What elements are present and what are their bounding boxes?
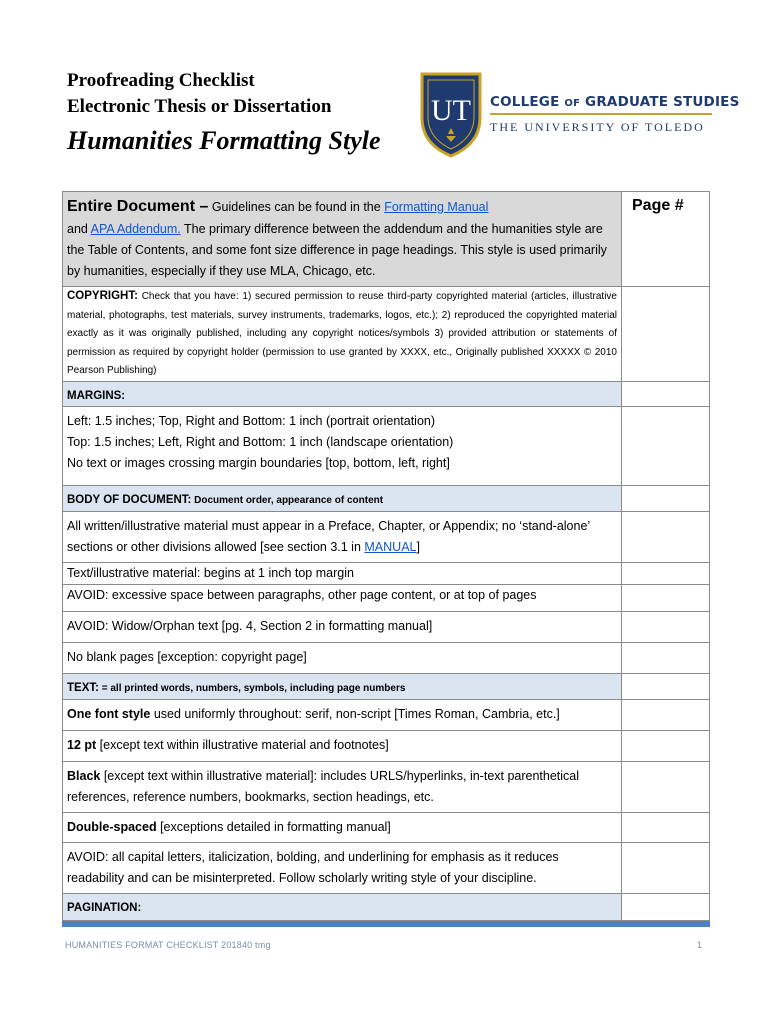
body-item1-text: All written/illustrative material must appear in a Preface, Chapter, or Appendix; no ‘stand-alone’ sections or other divisions allowed [see section 3.1 in <box>67 518 590 554</box>
pagination-heading-row <box>63 893 710 920</box>
pagination-heading: PAGINATION: <box>67 901 142 914</box>
body-item5-row <box>63 642 710 673</box>
entire-document-row <box>63 192 710 287</box>
body-subheading: Document order, appearance of content <box>191 494 384 506</box>
page-number-header: Page # <box>632 197 684 214</box>
body-item1-page-cell[interactable] <box>622 511 710 562</box>
text-item2-page-cell[interactable] <box>622 730 710 761</box>
college-of: OF <box>564 98 581 109</box>
text-item2-cell <box>63 730 622 761</box>
body-heading-page-cell <box>622 485 710 511</box>
text-item4-rest: [exceptions detailed in formatting manual] <box>156 819 391 834</box>
margins-item-boundaries: No text or images crossing margin boundaries [top, bottom, left, right] <box>67 455 450 470</box>
entire-document-intro: Guidelines can be found in the <box>208 200 385 214</box>
formatting-manual-link[interactable]: Formatting Manual <box>384 200 489 214</box>
text-item5-cell: AVOID: all capital letters, italicization, bolding, and underlining for emphasis as it reduces readability and can be misinterpreted. Follow scholarly writing style of your discipline. <box>63 842 622 893</box>
body-heading-row <box>63 485 710 511</box>
margins-heading: MARGINS: <box>67 389 126 402</box>
text-item3-page-cell[interactable] <box>622 761 710 812</box>
copyright-text: Check that you have: 1) secured permission to reuse third-party copyrighted material (articles, illustrative material, photographs, test materials, survey instruments, trademarks, logos, etc.); 2) reproduced the copyrighted material exactly as it was originally published, including any copyright notices/symbols 3) provided attribution or statements of permission as required by copyright holder (permission to use granted by XXXX, etc., Originally published XXXXX © 2010 Pearson Publishing) <box>67 291 617 376</box>
copyright-row <box>63 287 710 382</box>
body-item1-end: ] <box>416 539 420 554</box>
college-pre: COLLEGE <box>490 94 565 110</box>
text-heading <box>67 674 617 699</box>
text-item1-cell <box>63 699 622 730</box>
body-item3-cell: AVOID: excessive space between paragraphs, other page content, or at top of pages <box>63 584 622 611</box>
body-item2-cell: Text/illustrative material: begins at 1 inch top margin <box>63 562 622 584</box>
title-line-2: Electronic Thesis or Dissertation <box>67 96 332 117</box>
body-heading <box>67 486 617 511</box>
body-item2-page-cell[interactable] <box>622 562 710 584</box>
text-item4-row <box>63 812 710 842</box>
entire-document-rest: The primary difference between the addendum and the humanities style are the Table of Contents, and some font size difference in page headings. This style is used primarily by humanities, especially if they use MLA, Chicago, etc. <box>67 222 607 278</box>
pagination-heading-cell <box>63 893 622 920</box>
logo-divider <box>490 113 712 115</box>
entire-document-text <box>67 219 617 282</box>
body-heading-cell <box>63 485 622 511</box>
manual-link[interactable]: MANUAL <box>364 539 417 554</box>
margins-heading-cell <box>63 381 622 406</box>
margins-items-row <box>63 406 710 485</box>
body-item1-row <box>63 511 710 562</box>
text-item2-bold: 12 pt <box>67 737 97 752</box>
margins-item-top: Top: 1.5 inches; Left, Right and Bottom: 1 inch (landscape orientation) <box>67 434 454 449</box>
margins-heading-page-cell <box>622 381 710 406</box>
margins-page-cell[interactable] <box>622 406 710 485</box>
footer-page-number: 1 <box>697 940 703 950</box>
body-item5-page-cell[interactable] <box>622 642 710 673</box>
checklist-table <box>62 191 710 921</box>
text-heading-label: TEXT: <box>67 681 99 694</box>
text-heading-cell <box>63 673 622 699</box>
document-title-block <box>67 68 417 158</box>
margins-item-left: Left: 1.5 inches; Top, Right and Bottom: 1 inch (portrait orientation) <box>67 413 436 428</box>
text-item1-page-cell[interactable] <box>622 699 710 730</box>
margins-items-cell <box>63 406 622 485</box>
pagination-page-cell[interactable] <box>622 893 710 920</box>
college-name <box>490 94 740 110</box>
entire-document-cell <box>63 192 622 287</box>
text-heading-row <box>63 673 710 699</box>
footer-label: HUMANITIES FORMAT CHECKLIST 201840 tmg <box>65 940 271 950</box>
body-item3-row <box>63 584 710 611</box>
entire-document-label: Entire Document – <box>67 198 209 215</box>
body-item4-row <box>63 611 710 642</box>
university-name: THE UNIVERSITY OF TOLEDO <box>490 120 705 134</box>
entire-document-heading <box>67 195 617 219</box>
ut-shield-icon <box>418 70 484 158</box>
ut-monogram: UT <box>431 94 471 127</box>
text-item3-cell <box>63 761 622 812</box>
text-item4-cell <box>63 812 622 842</box>
text-item2-rest: [except text within illustrative material and footnotes] <box>96 737 389 752</box>
text-item1-row <box>63 699 710 730</box>
apa-addendum-link[interactable]: APA Addendum. <box>90 222 181 236</box>
text-item5-page-cell[interactable] <box>622 842 710 893</box>
copyright-page-cell[interactable] <box>622 287 710 382</box>
ut-college-logo <box>418 70 740 158</box>
page-number-header-cell <box>622 192 710 287</box>
title-line-1: Proofreading Checklist <box>67 70 255 91</box>
body-item2-row <box>63 562 710 584</box>
body-item3-page-cell[interactable] <box>622 584 710 611</box>
margins-heading-row <box>63 381 710 406</box>
body-item4-page-cell[interactable] <box>622 611 710 642</box>
body-item1-cell <box>63 511 622 562</box>
text-item5-row <box>63 842 710 893</box>
text-item3-bold: Black <box>67 768 101 783</box>
text-subheading: = all printed words, numbers, symbols, including page numbers <box>98 682 406 694</box>
text-heading-page-cell <box>622 673 710 699</box>
title-line-3: Humanities Formatting Style <box>67 126 381 155</box>
body-item4-cell: AVOID: Widow/Orphan text [pg. 4, Section 2 in formatting manual] <box>63 611 622 642</box>
text-item4-page-cell[interactable] <box>622 812 710 842</box>
entire-document-and: and <box>67 222 91 236</box>
text-item1-bold: One font style <box>67 706 151 721</box>
college-post: GRADUATE STUDIES <box>580 94 740 110</box>
text-item3-row <box>63 761 710 812</box>
body-heading-label: BODY OF DOCUMENT: <box>67 493 192 506</box>
copyright-label: COPYRIGHT: <box>67 290 138 302</box>
text-item1-rest: used uniformly throughout: serif, non-script [Times Roman, Cambria, etc.] <box>150 706 560 721</box>
copyright-cell <box>63 287 622 382</box>
body-item5-cell: No blank pages [exception: copyright page] <box>63 642 622 673</box>
text-item2-row <box>63 730 710 761</box>
footer-rule <box>62 921 710 927</box>
text-item3-rest: [except text within illustrative material]: includes URLS/hyperlinks, in-text parenthetical references, reference numbers, bookmarks, section headings, etc. <box>67 768 580 804</box>
text-item4-bold: Double-spaced <box>67 819 157 834</box>
